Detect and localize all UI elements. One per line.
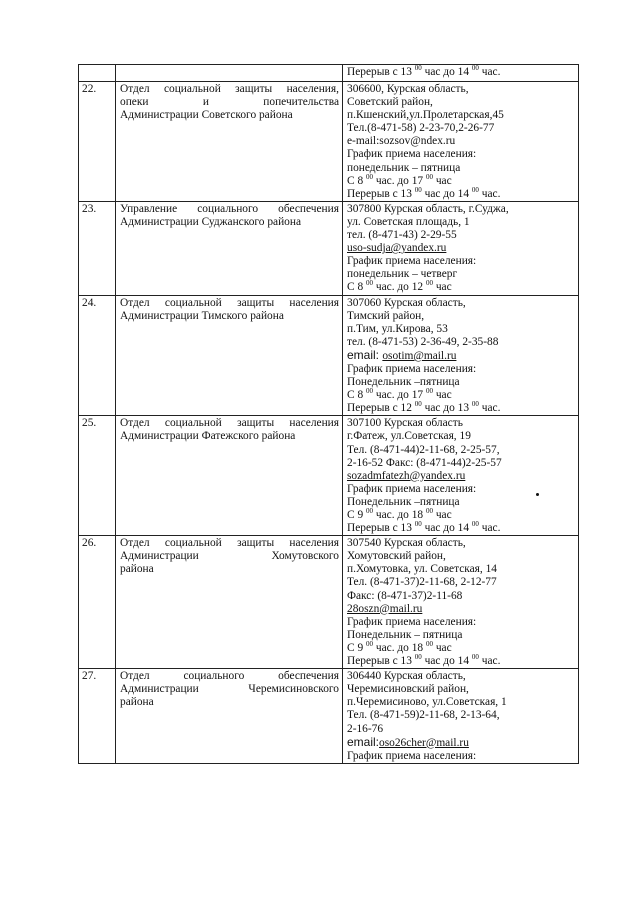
contact-info-line (347, 430, 575, 443)
organization-name (116, 82, 343, 202)
contact-text: час. (478, 187, 501, 200)
contact-text: 307540 Курская область, (347, 537, 466, 550)
organization-name-line: Администрации Черемисиновского (120, 683, 339, 696)
contact-text: Понедельник –пятница (347, 376, 460, 389)
contact-text: 306600, Курская область, (347, 83, 469, 95)
contact-text: 307800 Курская область, г.Суджа, (347, 202, 509, 215)
contact-info-line (347, 522, 575, 535)
organization-name-line: Администрации Хомутовского (120, 550, 339, 563)
contact-text: час (432, 509, 452, 521)
organization-name-line: Управление социального обеспечения (120, 202, 339, 215)
contact-info-line (347, 683, 575, 696)
organization-name-line: района (120, 696, 154, 709)
time-minutes-superscript: 00 (366, 507, 373, 515)
time-minutes-superscript: 00 (414, 64, 422, 72)
contact-text: Тел. (8-471-59)2-11-68, 2-13-64, (347, 709, 500, 722)
organization-name-line: Отдел социальной защиты населения (120, 296, 339, 309)
contact-text: п.Кшенский,ул.Пролетарская,45 (347, 109, 504, 122)
organization-name-line: опеки и попечительства (120, 96, 339, 109)
organization-name-line: Отдел социальной защиты населения, (120, 83, 339, 95)
contact-text: п.Черемисиново, ул.Советская, 1 (347, 696, 507, 709)
contact-info-line (347, 323, 575, 336)
contact-text: час. (478, 655, 501, 668)
email-link[interactable]: sozadmfatezh@yandex.ru (347, 469, 466, 482)
time-minutes-superscript: 00 (366, 279, 373, 288)
contact-info-line (347, 603, 575, 616)
organization-name-line: Администрации Советского района (120, 109, 293, 122)
contact-text: Тел. (8-471-37)2-11-68, 2-12-77 (347, 576, 497, 589)
table-row (79, 669, 579, 764)
contact-info-line (347, 563, 575, 576)
time-minutes-superscript: 00 (471, 520, 479, 529)
contact-text: тел. (8-471-43) 2-29-55 (347, 229, 457, 242)
contact-info-line (347, 349, 575, 363)
time-minutes-superscript: 00 (414, 400, 422, 409)
email-label: email: (347, 347, 383, 362)
contact-text: Перерыв с 13 (347, 187, 415, 200)
organization-name (116, 536, 343, 669)
contact-text: Перерыв с 12 (347, 402, 415, 415)
contact-text: час до 14 (421, 66, 472, 78)
contact-info-line (347, 83, 575, 96)
contact-info-line (347, 242, 575, 255)
contact-info-line (347, 148, 575, 161)
contact-text: С 9 (347, 641, 366, 654)
time-minutes-superscript: 00 (471, 64, 479, 72)
contact-text: 307100 Курская область (347, 417, 463, 430)
contact-text: понедельник – пятница (347, 161, 461, 174)
contact-info-line (347, 135, 575, 148)
contact-text: Хомутовский район, (347, 550, 446, 563)
contact-text: час до 14 (421, 655, 472, 668)
contact-info-line (347, 229, 575, 242)
organization-name (116, 416, 343, 536)
contact-info-line (347, 109, 575, 122)
contact-text: Тимский район, (347, 309, 425, 322)
contact-text: Перерыв с 13 (347, 66, 415, 78)
contact-text: п.Хомутовка, ул. Советская, 14 (347, 563, 497, 576)
row-number (79, 65, 116, 82)
contact-info-line (347, 590, 575, 603)
contact-text: час (432, 174, 452, 187)
contact-text: час (432, 389, 452, 402)
contact-text: С 8 (347, 281, 366, 294)
contact-info-line (347, 402, 575, 415)
contact-info (343, 65, 579, 82)
contact-info-line (347, 616, 575, 629)
contact-info-line (347, 576, 575, 589)
contact-info-line (347, 483, 575, 496)
time-minutes-superscript: 00 (366, 639, 373, 648)
contact-info (343, 201, 579, 295)
table-row (79, 416, 579, 536)
time-minutes-superscript: 00 (425, 387, 433, 396)
email-link[interactable]: 28oszn@mail.ru (347, 602, 423, 615)
time-minutes-superscript: 00 (366, 387, 373, 396)
time-minutes-superscript: 00 (471, 653, 479, 662)
contact-info-line (347, 457, 575, 470)
contact-text: час до 14 (421, 187, 472, 200)
row-number: 24. (79, 295, 116, 416)
contacts-table-body (79, 65, 579, 764)
contact-info-line (347, 629, 575, 642)
contact-text: С 8 (347, 389, 366, 402)
contact-text: График приема населения: (347, 615, 477, 628)
contact-text: час (432, 281, 452, 294)
contact-text: График приема населения: (347, 482, 477, 495)
contact-text: час. (478, 522, 501, 535)
contact-text: График приема населения: (347, 362, 477, 375)
contact-info-line (347, 709, 575, 722)
contact-info-line (347, 723, 575, 736)
email-label: email: (347, 734, 380, 749)
contact-text: час. до 17 (373, 174, 426, 187)
contact-info-line (347, 639, 575, 655)
table-row-continuation (79, 65, 579, 82)
organization-name-line: Администрации Тимского района (120, 309, 284, 322)
row-number: 27. (79, 669, 116, 764)
contact-info-line (347, 203, 575, 216)
contact-text: 2-16-76 (347, 722, 384, 735)
row-number: 23. (79, 201, 116, 295)
time-minutes-superscript: 00 (425, 279, 433, 288)
organization-name-line: Отдел социального обеспечения (120, 670, 339, 683)
contact-info-line (347, 185, 575, 201)
contact-text: п.Тим, ул.Кирова, 53 (347, 322, 448, 335)
contact-info (343, 536, 579, 669)
contact-text: Факс: (8-471-37)2-11-68 (347, 589, 463, 602)
contact-text: Черемисиновский район, (347, 683, 469, 696)
contact-info-line (347, 162, 575, 175)
organization-name-line: Отдел социальной защиты населения (120, 537, 339, 550)
table-row (79, 295, 579, 416)
table-row (79, 82, 579, 202)
contact-info-line (347, 363, 575, 376)
contact-text: Перерыв с 13 (347, 655, 415, 668)
contact-text: Советский район, (347, 96, 433, 109)
contact-text: час. до 18 (373, 641, 426, 654)
contact-info-line (347, 509, 575, 522)
contact-info-line (347, 96, 575, 109)
contact-info-line (347, 297, 575, 310)
contact-text: Перерыв с 13 (347, 522, 415, 535)
contact-info (343, 669, 579, 764)
contact-info-line (347, 417, 575, 430)
time-minutes-superscript: 00 (366, 172, 373, 181)
contact-text: Понедельник –пятница (347, 495, 460, 508)
contact-info-line (347, 255, 575, 268)
contact-info (343, 82, 579, 202)
organization-name (116, 201, 343, 295)
contact-info-line (347, 750, 575, 763)
contact-text: График приема населения: (347, 255, 477, 268)
organization-name-line: Администрации Фатежского района (120, 430, 296, 443)
organization-name-line: района (120, 563, 154, 576)
time-minutes-superscript: 00 (414, 185, 422, 194)
contact-text: час (432, 641, 452, 654)
contact-text: Тел. (8-471-44)2-11-68, 2-25-57, (347, 443, 500, 456)
contact-text: График приема населения: (347, 148, 477, 161)
contact-text: понедельник – четверг (347, 268, 458, 281)
email-link[interactable]: uso-sudja@yandex.ru (347, 242, 447, 255)
contacts-table (78, 64, 579, 764)
contact-info-line (347, 444, 575, 457)
contact-info-line (347, 122, 575, 135)
contact-text: 307060 Курская область, (347, 296, 466, 309)
organization-name-line: Администрации Суджанского района (120, 215, 302, 228)
contact-info-line (347, 537, 575, 550)
contact-info-line (347, 696, 575, 709)
contact-info (343, 295, 579, 416)
contact-info-line (347, 655, 575, 668)
contact-info-line (347, 268, 575, 281)
contact-text: С 8 (347, 174, 366, 187)
contact-info-line (347, 310, 575, 323)
table-row (79, 536, 579, 669)
contact-info-line (347, 736, 575, 750)
time-minutes-superscript: 00 (471, 185, 479, 194)
contact-info-line (347, 66, 575, 79)
contact-info-line (347, 550, 575, 563)
time-minutes-superscript: 00 (425, 172, 433, 181)
time-minutes-superscript: 00 (471, 400, 479, 409)
contact-info-line (347, 172, 575, 188)
time-minutes-superscript: 00 (425, 639, 433, 648)
email-link[interactable]: oso26cher@mail.ru (379, 736, 469, 749)
time-minutes-superscript: 00 (414, 520, 422, 529)
contact-info-line (347, 389, 575, 402)
contact-text: ул. Советская площадь, 1 (347, 215, 470, 228)
contact-text: Понедельник – пятница (347, 628, 463, 641)
table-row (79, 201, 579, 295)
contact-text: час. до 12 (373, 281, 426, 294)
contact-text: час. до 18 (373, 509, 426, 521)
contact-text: График приема населения: (347, 749, 477, 762)
row-number: 25. (79, 416, 116, 536)
organization-name (116, 295, 343, 416)
organization-name-line: Отдел социальной защиты населения (120, 417, 339, 430)
contact-text: г.Фатеж, ул.Советская, 19 (347, 430, 471, 443)
organization-name (116, 669, 343, 764)
contact-text: час. (478, 66, 501, 78)
contact-info-line (347, 281, 575, 294)
email-link[interactable]: osotim@mail.ru (382, 349, 457, 362)
contact-text: 2-16-52 Факс: (8-471-44)2-25-57 (347, 456, 502, 469)
contact-info-line (347, 216, 575, 229)
contact-text: 306440 Курская область, (347, 670, 466, 683)
scan-speck (536, 493, 539, 496)
row-number: 26. (79, 536, 116, 669)
contact-text: тел. (8-471-53) 2-36-49, 2-35-88 (347, 335, 499, 348)
row-number: 22. (79, 82, 116, 202)
contact-text: С 9 (347, 509, 366, 521)
contact-text: час. до 17 (373, 389, 426, 402)
contact-info-line (347, 470, 575, 483)
contact-text: час до 13 (421, 402, 472, 415)
contact-info-line (347, 376, 575, 389)
contact-info-line (347, 670, 575, 683)
contact-text: e-mail:sozsov@ndex.ru (347, 135, 456, 148)
time-minutes-superscript: 00 (414, 653, 422, 662)
time-minutes-superscript: 00 (425, 507, 433, 515)
contact-text: Тел.(8-471-58) 2-23-70,2-26-77 (347, 122, 495, 135)
contact-text: час до 14 (421, 522, 472, 535)
contact-text: час. (478, 402, 501, 415)
organization-name (116, 65, 343, 82)
contact-info-line (347, 496, 575, 509)
contact-info (343, 416, 579, 536)
